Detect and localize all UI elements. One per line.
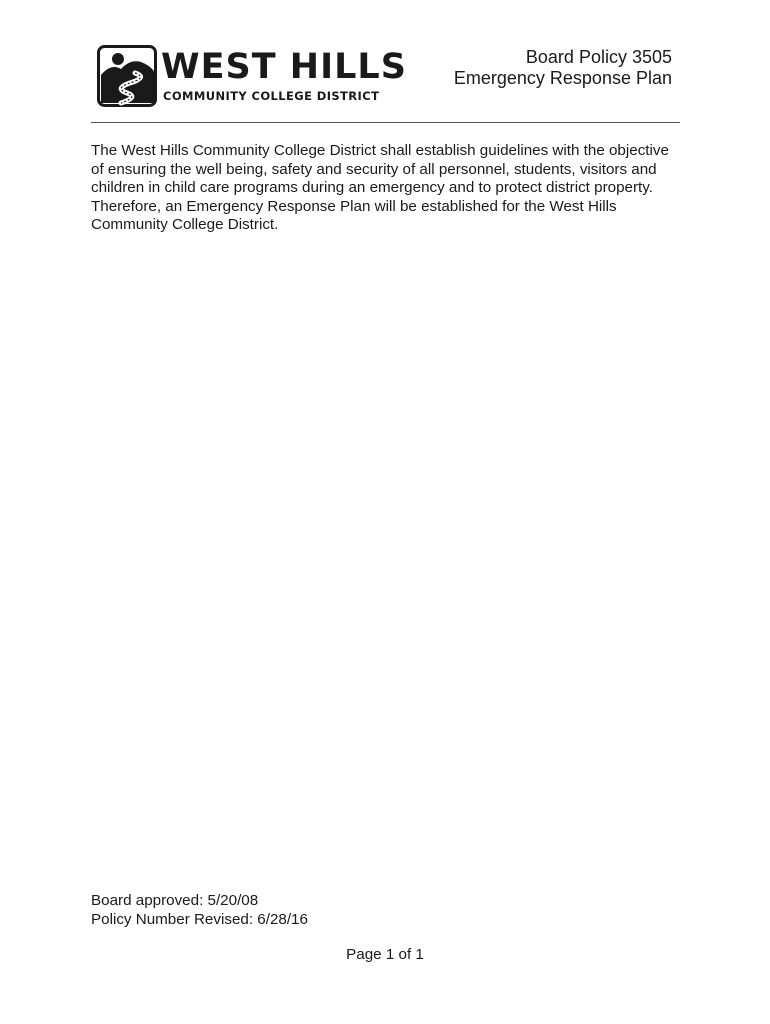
logo-subtitle: COMMUNITY COLLEGE DISTRICT	[163, 89, 380, 103]
approval-info	[91, 892, 308, 929]
policy-title: Emergency Response Plan	[453, 68, 672, 88]
policy-header	[454, 47, 672, 89]
mountain-road-logo-icon	[97, 45, 157, 107]
logo-name: WEST HILLS	[161, 47, 407, 87]
board-approved-date: Board approved: 5/20/08	[91, 892, 259, 909]
policy-number: Board Policy 3505	[525, 47, 672, 67]
policy-paragraph: The West Hills Community College District shall establish guidelines with the objective of ensuring the well being, safety and security of all personnel, students, visitors and children in child care programs during an emergency and to protect district property. Therefore, an Emergency Response Plan will be established for the West Hills Community College District.	[91, 142, 669, 234]
district-logo	[97, 45, 407, 109]
policy-revised-date: Policy Number Revised: 6/28/16	[91, 910, 308, 928]
header-divider	[91, 122, 680, 123]
page-number: Page 1 of 1	[346, 946, 424, 963]
